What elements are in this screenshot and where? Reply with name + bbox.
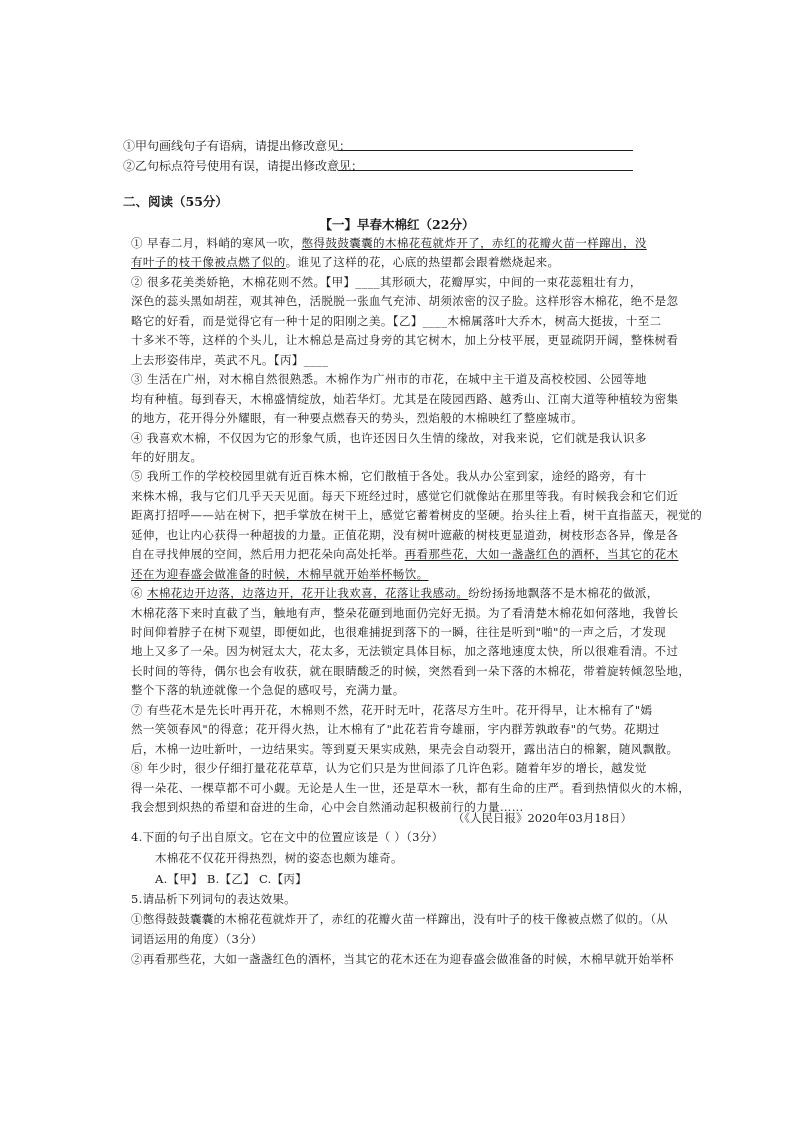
answer-blank-1[interactable] <box>338 150 633 151</box>
article-line <box>131 333 678 348</box>
article-text: 长时间的等待，偶尔也会有收获，就在眼睛酸乏的时候，突然看到一朵下落的木棉花，带着旋转倾忽坠地， <box>131 663 691 678</box>
article-text: 时间仰着脖子在树下观望，即便如此，也很难捕捉到落下的一瞬，往往是听到"啪"的一声之后，才发现 <box>131 625 666 639</box>
underlined-text: 木棉花边开边落，边落边开，花开让我欢喜，花落让我感动。 <box>146 586 469 601</box>
article-text: 整个下落的轨迹就像一个急促的感叹号，充满力量。 <box>131 683 405 698</box>
article-text: 深色的蕊头黑如胡茬，观其神色，活脱脱一张血气充沛、胡须浓密的汉子脸。这样形容木棉花，绝不是忽 <box>131 294 679 309</box>
question-4: 4.下面的句子出自原文。它在文中的位置应该是（ ）（3分） <box>131 830 444 844</box>
article-line <box>131 625 666 640</box>
article-line <box>131 353 328 368</box>
article-line <box>131 411 583 426</box>
article-text: ① 早春二月，料峭的寒风一吹， <box>131 236 302 250</box>
article-text: 来株木棉，我与它们几乎天天见面。每天下班经过时，感觉它们就像站在那里等我。有时候我会和它们近 <box>131 488 679 503</box>
article-text: 略它的好看，而是觉得它有一种十足的阳刚之美。【乙】____木棉属落叶大乔木，树高大挺拔，十至二 <box>131 313 662 328</box>
article-line <box>131 528 678 543</box>
article-line <box>131 586 659 601</box>
article-line <box>131 567 429 582</box>
article-line <box>131 644 678 659</box>
article-text: 木棉花落下来时直截了当，触地有声，整朵花砸到地面仍完好无损。为了看清楚木棉花如何落地，我曾长 <box>131 605 679 620</box>
article-line <box>131 683 405 698</box>
article-text: 十多米不等，这样的个头儿，让木棉总是高过身旁的其它树木，加上分枝平展，更显疏阴开阔，整株树看 <box>131 333 679 348</box>
article-line <box>131 664 690 679</box>
article-line <box>131 372 647 387</box>
article-text: ② 很多花美类娇艳，木棉花则不然。【甲】____其形硕大，花瓣厚实，中间的一束花蕊粗壮有力， <box>131 274 642 289</box>
article-line <box>131 606 678 621</box>
question-line-2 <box>123 158 643 174</box>
underlined-text: 有叶子的枝干像被点燃了似的 <box>131 255 286 270</box>
article-line <box>131 294 678 309</box>
underlined-text: 再看那些花，大如一盏盏红色的酒杯，当其它的花木 <box>404 547 679 562</box>
question-5-item-1-cont: 词语运用的角度）（3分） <box>131 932 263 946</box>
question-4-sentence: 木棉花不仅花开得热烈，树的姿态也颇为雄奇。 <box>155 851 403 865</box>
article-text: ⑤ 我所工作的学校校园里就有近百株木棉，它们散植于各处。我从办公室到家，途经的路旁，有十 <box>131 469 647 484</box>
question-5-item-2: ②再看那些花，大如一盏盏红色的酒杯，当其它的花木还在为迎春盛会做准备的时候，木棉早就开始举杯 <box>131 952 674 966</box>
article-text: ⑦ 有些花木是先长叶再开花，木棉则不然，花开时无叶，花落尽方生叶。花开得早，让木棉有了"嫣 <box>131 702 653 717</box>
article-line <box>131 547 678 562</box>
article-line <box>131 489 678 504</box>
question-text: ①甲句画线句子有语病，请提出修改意见： <box>123 139 352 153</box>
article-text: ⑥ <box>131 586 147 601</box>
article-line <box>131 722 660 737</box>
section-title: 二、阅读（55分） <box>123 194 228 209</box>
article-line <box>131 314 662 329</box>
article-text: 我会想到炽热的希望和奋进的生命，心中会自然涌动起积极前行的力量…… <box>131 800 524 815</box>
article-line <box>131 703 652 718</box>
article-line <box>131 781 690 796</box>
article-text: ③ 生活在广州，对木棉自然很熟悉。木棉作为广州市的市花，在城中主干道及高校校园、公园等地 <box>131 372 647 387</box>
article-line <box>131 742 678 757</box>
article-line <box>131 275 642 290</box>
answer-blank-2[interactable] <box>338 170 633 171</box>
underlined-text: 憋得鼓鼓囊囊的木棉花苞就炸开了，赤红的花瓣火苗一样蹿出，没 <box>301 236 647 250</box>
article-line <box>131 450 202 465</box>
article-text: 年的好朋友。 <box>131 449 203 464</box>
article-text: 距离打招呼——站在树下，把手掌放在树干上，感觉它蓄着树皮的坚硬。抬头往上看，树干直指蓝天，视觉的 <box>131 508 703 523</box>
article-text: ⑧ 年少时，很少仔细打量花花草草，认为它们只是为世间添了几许色彩。随着年岁的增长，越发觉 <box>131 761 647 776</box>
article-line <box>131 761 647 776</box>
question-line-1 <box>123 138 643 154</box>
article-title: 【一】早春木棉红（22分） <box>319 217 475 232</box>
article-line <box>131 236 647 251</box>
article-line <box>131 508 702 523</box>
question-text: ②乙句标点符号使用有误，请提出修改意见： <box>123 159 364 173</box>
article-text: 地上又多了一朵。因为树冠太大，花太多，无法锁定具体目标，加之落地速度太快，所以很难看清。不过 <box>131 644 679 659</box>
question-5-item-1: ①憋得鼓鼓囊囊的木棉花苞就炸开了，赤红的花瓣火苗一样蹿出，没有叶子的枝干像被点燃了似的。（从 <box>131 912 669 926</box>
article-line <box>131 392 678 407</box>
question-5: 5.请品析下列词句的表达效果。 <box>131 892 296 906</box>
article-text: 得一朵花、一棵草都不可小觑。无论是人生一世，还是草木一秋，都有生命的庄严。看到热情似火的木棉， <box>131 780 691 795</box>
article-text: 均有种植。每到春天，木棉盛情绽放，灿若华灯。尤其是在陵园西路、越秀山、江南大道等种植较为密集 <box>131 391 679 406</box>
underlined-text: 还在为迎春盛会做准备的时候，木棉早就开始举杯畅饮。 <box>131 566 429 581</box>
article-source: （《人民日报》2020年03月18日） <box>452 811 632 825</box>
article-text: 自在寻找伸展的空间，然后用力把花朵向高处托举。 <box>131 547 405 562</box>
article-line <box>131 255 559 270</box>
article-line <box>131 431 647 446</box>
question-4-options: A.【甲】 B.【乙】 C.【丙】 <box>155 872 308 886</box>
article-text: 上去形姿伟岸，英武不凡。【丙】____ <box>131 352 329 367</box>
article-text: 然一笑领春风"的得意；花开得火热，让木棉有了"此花若肯夸雄丽，宇内群芳孰敢春"的气势。花期过 <box>131 722 660 737</box>
article-text: 纷纷扬扬地飘落不是木棉花的做派， <box>468 586 659 601</box>
article-text: 的地方，花开得分外耀眼，有一种要点燃春天的势头，烈焰般的木棉映红了整座城市。 <box>131 411 584 426</box>
article-text: ④ 我喜欢木棉，不仅因为它的形象气质，也许还因日久生情的缘故，对我来说，它们就是我认识多 <box>131 430 647 445</box>
article-text: 延伸，也让内心获得一种超拔的力量。正值花期，没有树叶遮蔽的树枝更显道劲，树枝形态各异，像是各 <box>131 527 679 542</box>
article-text: 。谁见了这样的花，心底的热望都会跟着燃烧起来。 <box>285 255 560 270</box>
article-line <box>131 469 647 484</box>
article-text: 后，木棉一边吐新叶，一边结果实。等到夏天果实成熟，果壳会自动裂开，露出洁白的棉絮，随风飘散。 <box>131 741 679 756</box>
